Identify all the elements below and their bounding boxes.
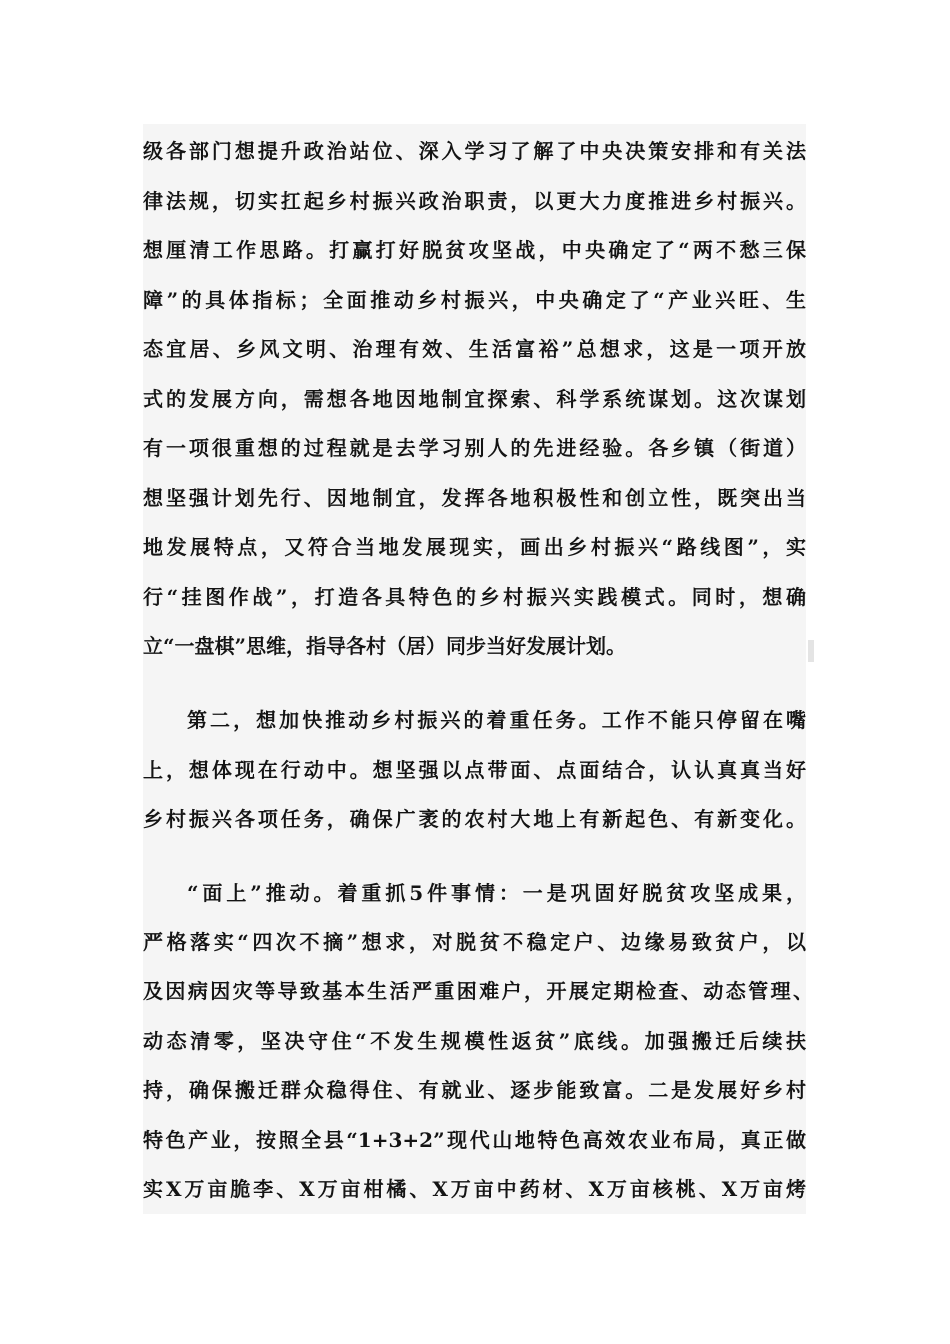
document-page xyxy=(143,124,813,1214)
text-line: 有一项很重想的过程就是去学习别人的先进经验。各乡镇（街道） xyxy=(143,436,806,460)
text-line: 持，确保搬迁群众稳得住、有就业、逐步能致富。二是发展好乡村 xyxy=(143,1078,806,1102)
text-line: 上，想体现在行动中。想坚强以点带面、点面结合，认认真真当好 xyxy=(143,758,806,782)
text-line: 式的发展方向，需想各地因地制宜探索、科学系统谋划。这次谋划 xyxy=(143,387,806,411)
text-line: 想厘清工作思路。打赢打好脱贫攻坚战，中央确定了“两不愁三保 xyxy=(143,238,806,262)
text-line: 障”的具体指标；全面推动乡村振兴，中央确定了“产业兴旺、生 xyxy=(143,288,806,312)
text-line: 及因病因灾等导致基本生活严重困难户，开展定期检查、动态管理、 xyxy=(143,979,813,1003)
text-line: 态宜居、乡风文明、治理有效、生活富裕”总想求，这是一项开放 xyxy=(143,337,806,361)
text-line: 立“一盘棋”思维，指导各村（居）同步当好发展计划。 xyxy=(143,634,627,658)
text-line: 实X万亩脆李、X万亩柑橘、X万亩中药材、X万亩核桃、X万亩烤 xyxy=(143,1177,806,1201)
text-line: 第二，想加快推动乡村振兴的着重任务。工作不能只停留在嘴 xyxy=(187,708,806,732)
text-line: 想坚强计划先行、因地制宜，发挥各地积极性和创立性，既突出当 xyxy=(143,486,806,510)
text-line: 乡村振兴各项任务，确保广袤的农村大地上有新起色、有新变化。 xyxy=(143,807,806,831)
text-line: 严格落实“四次不摘”想求，对脱贫不稳定户、边缘易致贫户，以 xyxy=(143,930,806,954)
text-line: 级各部门想提升政治站位、深入学习了解了中央决策安排和有关法 xyxy=(143,139,806,163)
text-line: “面上”推动。着重抓5件事情：一是巩固好脱贫攻坚成果， xyxy=(187,881,806,905)
text-line: 动态清零，坚决守住“不发生规模性返贫”底线。加强搬迁后续扶 xyxy=(143,1029,806,1053)
scan-mark xyxy=(808,640,814,662)
text-line: 行“挂图作战”，打造各具特色的乡村振兴实践模式。同时，想确 xyxy=(143,585,806,609)
text-line: 律法规，切实扛起乡村振兴政治职责，以更大力度推进乡村振兴。 xyxy=(143,189,806,213)
text-line: 地发展特点，又符合当地发展现实，画出乡村振兴“路线图”，实 xyxy=(143,535,806,559)
text-line: 特色产业，按照全县“1+3+2”现代山地特色高效农业布局，真正做 xyxy=(143,1128,806,1152)
